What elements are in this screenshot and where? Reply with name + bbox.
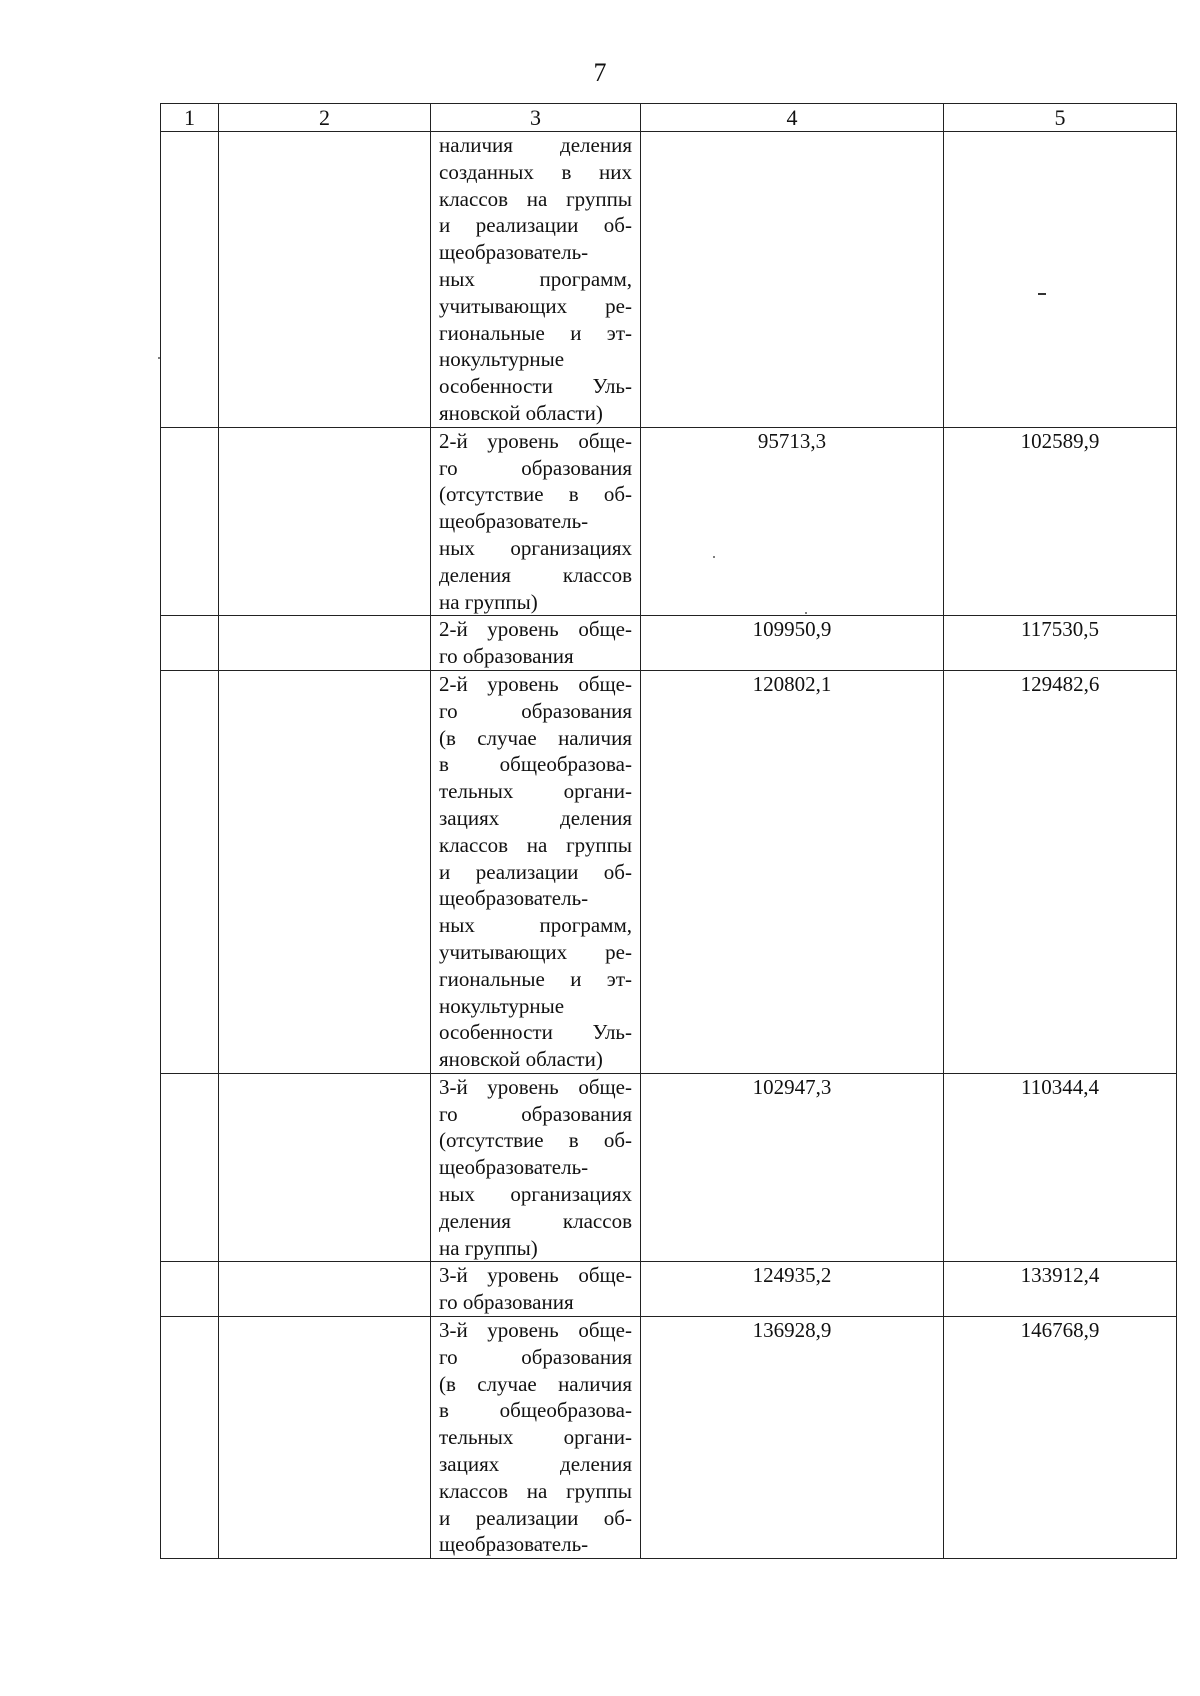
cell-description (431, 1073, 641, 1262)
cell-col-1 (161, 670, 219, 1073)
cell-description (431, 670, 641, 1073)
description-line: классов на группы (439, 832, 632, 857)
description-line: наличия деления (439, 133, 632, 157)
cell-value-col-4 (641, 616, 944, 671)
header-cell-3: 3 (431, 104, 641, 132)
value-col-5: 129482,6 (1020, 671, 1100, 696)
description-line: и реализации об- (439, 213, 632, 238)
description-line: (в случае наличия (439, 725, 632, 750)
header-cell-2: 2 (219, 104, 431, 132)
description-line: щеобразователь- (439, 1532, 589, 1557)
cell-value-col-4 (641, 1262, 944, 1317)
cell-value-col-5 (944, 670, 1177, 1073)
cell-description (431, 1317, 641, 1559)
description-line: 3-й уровень обще- (439, 1318, 632, 1343)
description-line: тельных органи- (439, 779, 632, 804)
description-line: гиональные и эт- (439, 966, 632, 991)
description-line: деления классов (439, 562, 632, 587)
cell-value-col-5 (944, 1262, 1177, 1317)
description-line: зациях деления (439, 1452, 632, 1477)
description-line: ных организациях (439, 1182, 632, 1207)
cell-description (431, 132, 641, 428)
description-line: учитывающих ре- (439, 293, 632, 318)
value-col-4: 136928,9 (752, 1318, 832, 1343)
description-line: нокультурные (439, 993, 565, 1018)
table-row (161, 132, 1177, 428)
description-line: и реализации об- (439, 1505, 632, 1530)
description-line: го образования (439, 1101, 632, 1126)
description-line: тельных органи- (439, 1425, 632, 1450)
cell-col-1 (161, 427, 219, 616)
cell-col-1 (161, 1262, 219, 1317)
description-line: в общеобразова- (439, 752, 632, 777)
table-row (161, 616, 1177, 671)
cell-value-col-5 (944, 132, 1177, 428)
description-line: го образования (439, 644, 574, 669)
description-line: ных программ, (439, 266, 632, 291)
description-line: яновской области) (439, 400, 603, 425)
description-line: щеобразователь- (439, 1155, 589, 1180)
value-col-5: 117530,5 (1021, 617, 1099, 642)
description-line: 3-й уровень обще- (439, 1263, 632, 1288)
description-line: (отсутствие в об- (439, 482, 632, 507)
description-line: го образования (439, 1344, 632, 1369)
cell-col-2 (219, 1073, 431, 1262)
cell-col-1 (161, 132, 219, 428)
description-line: нокультурные (439, 347, 565, 372)
cell-value-col-5 (944, 616, 1177, 671)
description-line: учитывающих ре- (439, 939, 632, 964)
cell-value-col-5 (944, 1073, 1177, 1262)
cell-value-col-5 (944, 1317, 1177, 1559)
description-line: 2-й уровень обще- (439, 617, 632, 642)
header-cell-4: 4 (641, 104, 944, 132)
scan-speck (805, 612, 807, 614)
table-row (161, 1262, 1177, 1317)
value-col-4: 124935,2 (752, 1263, 832, 1288)
description-line: щеобразователь- (439, 509, 589, 534)
cell-col-2 (219, 1317, 431, 1559)
cell-value-col-4 (641, 670, 944, 1073)
table-row (161, 670, 1177, 1073)
cell-col-2 (219, 616, 431, 671)
value-col-5: 110344,4 (1021, 1074, 1099, 1099)
cell-value-col-4 (641, 1073, 944, 1262)
description-line: го образования (439, 1290, 574, 1315)
description-line: особенности Уль- (439, 374, 632, 399)
description-line: (в случае наличия (439, 1371, 632, 1396)
description-line: на группы) (439, 589, 538, 614)
description-line: деления классов (439, 1208, 632, 1233)
cell-col-2 (219, 1262, 431, 1317)
table-row (161, 1073, 1177, 1262)
cell-col-2 (219, 132, 431, 428)
cell-value-col-4 (641, 1317, 944, 1559)
value-col-4: 120802,1 (752, 671, 832, 696)
table-row (161, 1317, 1177, 1559)
table-row (161, 427, 1177, 616)
value-col-5: 102589,9 (1020, 428, 1100, 453)
cell-value-col-4 (641, 132, 944, 428)
cell-col-2 (219, 670, 431, 1073)
description-line: созданных в них (439, 159, 632, 184)
value-col-4: 109950,9 (752, 617, 832, 642)
description-line: го образования (439, 698, 632, 723)
header-cell-1: 1 (161, 104, 219, 132)
description-line: классов на группы (439, 186, 632, 211)
description-line: на группы) (439, 1235, 538, 1260)
page-number: 7 (593, 58, 607, 87)
value-col-4: 95713,3 (757, 428, 827, 453)
description-line: в общеобразова- (439, 1398, 632, 1423)
table-header-row (161, 104, 1177, 132)
data-table (160, 103, 1177, 1559)
description-line: зациях деления (439, 805, 632, 830)
value-col-4: 102947,3 (752, 1074, 832, 1099)
cell-col-2 (219, 427, 431, 616)
cell-col-1 (161, 1073, 219, 1262)
cell-description (431, 1262, 641, 1317)
cell-col-1 (161, 616, 219, 671)
dash-mark (1038, 293, 1046, 295)
scan-speck (158, 357, 160, 359)
description-line: ных организациях (439, 535, 632, 560)
description-line: особенности Уль- (439, 1020, 632, 1045)
cell-description (431, 427, 641, 616)
description-line: (отсутствие в об- (439, 1128, 632, 1153)
cell-col-1 (161, 1317, 219, 1559)
description-line: классов на группы (439, 1478, 632, 1503)
header-cell-5: 5 (944, 104, 1177, 132)
scan-speck (713, 556, 715, 558)
description-line: го образования (439, 455, 632, 480)
description-line: 3-й уровень обще- (439, 1074, 632, 1099)
cell-description (431, 616, 641, 671)
description-line: ных программ, (439, 913, 632, 938)
description-line: и реализации об- (439, 859, 632, 884)
description-line: щеобразователь- (439, 240, 589, 265)
cell-value-col-4 (641, 427, 944, 616)
description-line: 2-й уровень обще- (439, 428, 632, 453)
cell-value-col-5 (944, 427, 1177, 616)
value-col-5: 146768,9 (1020, 1318, 1100, 1343)
description-line: щеобразователь- (439, 886, 589, 911)
value-col-5: 133912,4 (1020, 1263, 1100, 1288)
description-line: яновской области) (439, 1047, 603, 1072)
description-line: гиональные и эт- (439, 320, 632, 345)
description-line: 2-й уровень обще- (439, 671, 632, 696)
